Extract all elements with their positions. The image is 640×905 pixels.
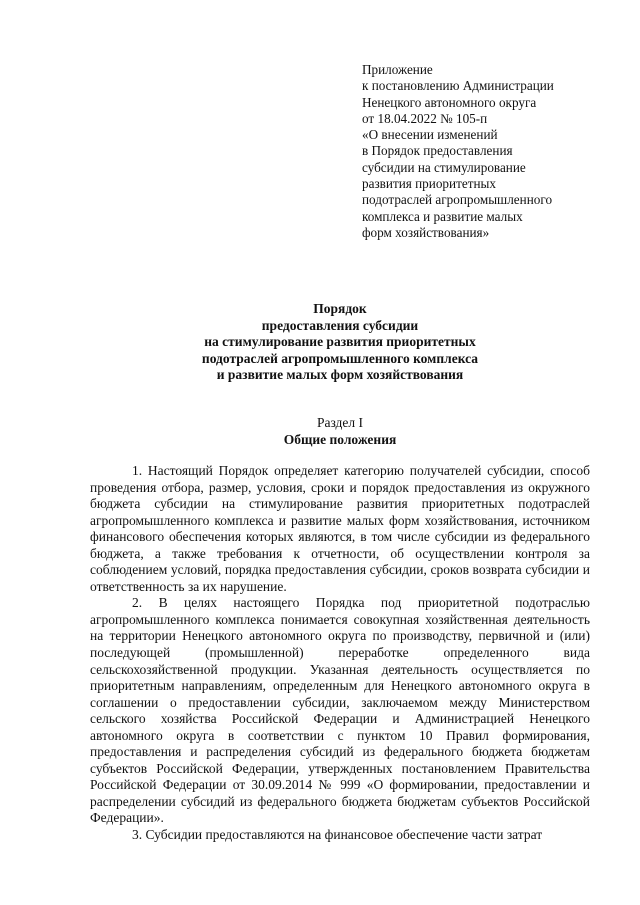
appendix-line: форм хозяйствования»: [362, 224, 490, 240]
document-title: [90, 301, 590, 384]
title-line: подотраслей агропромышленного комплекса: [201, 350, 479, 366]
appendix-line: Приложение: [362, 62, 433, 77]
appendix-line: подотраслей агропромышленного: [362, 192, 553, 208]
appendix-line: от 18.04.2022 № 105-п: [362, 110, 488, 126]
appendix-line: «О внесении изменений: [362, 127, 498, 143]
paragraph: 1. Настоящий Порядок определяет категорию получателей субсидии, способ проведения отбора, размер, условия, сроки и порядок предоставления из окружного бюджета субсидии на стимулирование развития приоритетных подотраслей агропромышленного комплекса и развитие малых форм хозяйствования, источником финансового обеспечения которых являются, в том числе субсидии из федерального бюджета, а также требования к отчетности, об осуществлении контроля за соблюдением условий, порядка предоставления субсидии, сроков возврата субсидии и ответственность за их нарушение.: [90, 463, 590, 594]
appendix-header: [362, 62, 592, 241]
appendix-line: в Порядок предоставления: [362, 143, 513, 159]
appendix-line: развития приоритетных: [362, 176, 496, 192]
title-line: Порядок: [313, 301, 367, 316]
section-name: Общие положения: [283, 432, 397, 447]
section-heading: [90, 414, 590, 448]
document-body: [90, 463, 590, 844]
appendix-line: комплекса и развитие малых: [362, 208, 523, 224]
title-line: предоставления субсидии: [261, 317, 419, 333]
appendix-line: субсидии на стимулирование: [362, 159, 526, 175]
appendix-line: Ненецкого автономного округа: [362, 94, 537, 110]
section-number: Раздел I: [316, 415, 364, 430]
title-line: и развитие малых форм хозяйствования: [216, 367, 464, 383]
appendix-line: к постановлению Администрации: [362, 78, 554, 94]
title-line: на стимулирование развития приоритетных: [204, 334, 476, 350]
paragraph: 2. В целях настоящего Порядка под приоритетной подотраслью агропромышленного комплекса понимается совокупная хозяйственная деятельность на территории Ненецкого автономного округа по производству, первичной и (или) последующей (промышленной) переработке определенного вида сельскохозяйственной продукции. Указанная деятельность осуществляется по приоритетным направлениям, определенным для Ненецкого автономного округа в соглашении о предоставлении субсидии, заключаемом между Министерством сельского хозяйства Российской Федерации и Администрацией Ненецкого автономного округа в соответствии с пунктом 10 Правил формирования, предоставления и распределения субсидий из федерального бюджета бюджетам субъектов Российской Федерации, утвержденных постановлением Правительства Российской Федерации от 30.09.2014 № 999 «О формировании, предоставлении и распределении субсидий из федерального бюджета бюджетам субъектов Российской Федерации».: [90, 595, 590, 826]
paragraph: 3. Субсидии предоставляются на финансовое обеспечение части затрат: [132, 827, 543, 843]
